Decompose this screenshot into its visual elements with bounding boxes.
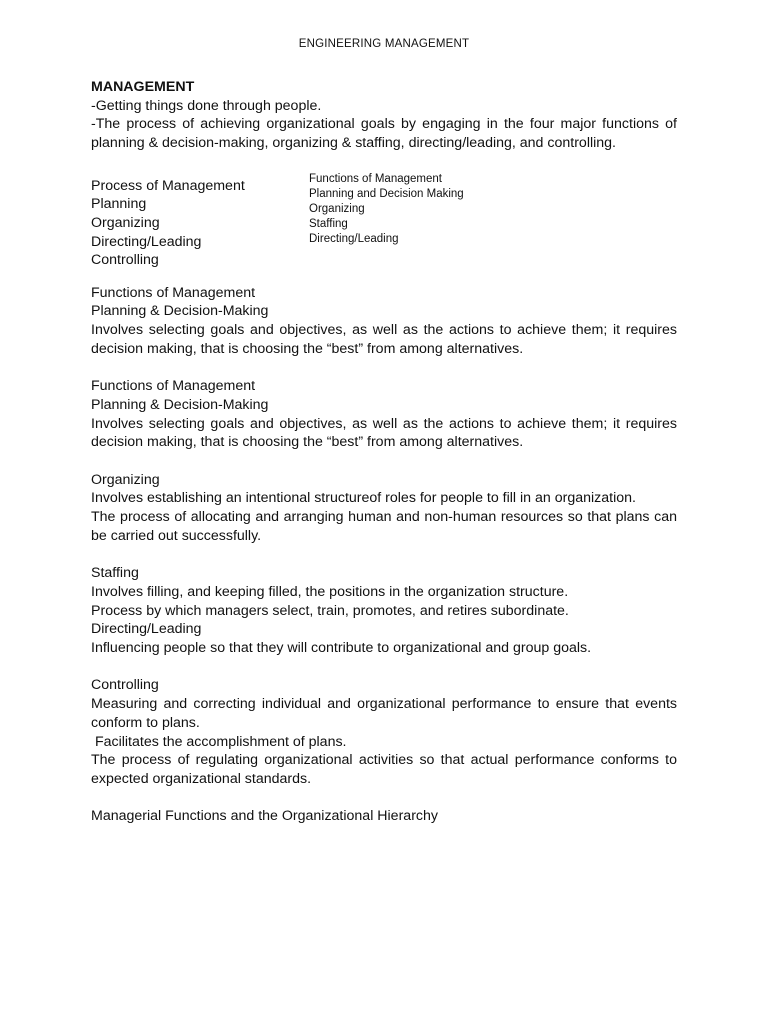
section-item: Planning & Decision-Making <box>91 303 269 320</box>
management-definition-1: -Getting things done through people. <box>91 97 322 114</box>
functions-box-title: Functions of Management <box>309 172 442 185</box>
staffing-description-1: Involves filling, and keeping filled, the positions in the organization structure. <box>91 583 569 600</box>
process-of-management <box>91 177 245 271</box>
functions-box-item: Planning and Decision Making <box>309 187 464 200</box>
section-item: Planning & Decision-Making <box>91 396 269 413</box>
staffing-description-2: Process by which managers select, train, promotes, and retires subordinate. <box>91 602 569 619</box>
management-definition-2: -The process of achieving organizational goals by engaging in the four major functions of planning & decision-making, organizing & staffing, directing/leading, and controlling. <box>91 116 677 152</box>
controlling-title: Controlling <box>91 677 159 694</box>
section-title: Functions of Management <box>91 284 256 301</box>
process-item: Controlling <box>91 252 159 269</box>
section-description: Involves selecting goals and objectives, as well as the actions to achieve them; it requires decision making, that is choosing the “best” from among alternatives. <box>91 322 677 357</box>
functions-box-item: Organizing <box>309 202 365 215</box>
process-title: Process of Management <box>91 177 245 194</box>
organizing-description-1: Involves establishing an intentional structureof roles for people to fill in an organization. <box>91 490 636 507</box>
functions-box-item: Directing/Leading <box>309 232 399 245</box>
management-heading: MANAGEMENT <box>91 79 195 95</box>
process-item: Directing/Leading <box>91 233 202 250</box>
directing-description-1: Influencing people so that they will contribute to organizational and group goals. <box>91 640 592 656</box>
controlling-description-2: Facilitates the accomplishment of plans. <box>91 733 347 750</box>
document-body <box>91 78 677 826</box>
process-item: Organizing <box>91 214 160 231</box>
section-description: Involves selecting goals and objectives, as well as the actions to achieve them; it requires decision making, that is choosing the “best” from among alternatives. <box>91 415 677 451</box>
controlling-description-1: Measuring and correcting individual and organizational performance to ensure that events conform to plans. <box>91 696 677 731</box>
hierarchy-heading: Managerial Functions and the Organizational Hierarchy <box>91 808 438 825</box>
functions-box-item: Staffing <box>309 217 348 230</box>
organizing-description-2: The process of allocating and arranging human and non-human resources so that plans can be carried out successfully. <box>91 509 677 544</box>
section-title: Functions of Management <box>91 378 256 395</box>
page-header: ENGINEERING MANAGEMENT <box>298 38 470 50</box>
process-and-functions-section <box>91 172 677 269</box>
directing-title: Directing/Leading <box>91 621 202 638</box>
staffing-title: Staffing <box>91 565 139 582</box>
organizing-title: Organizing <box>91 471 160 488</box>
process-item: Planning <box>91 196 147 213</box>
controlling-description-3: The process of regulating organizational activities so that actual performance conforms to expected organizational standards. <box>91 752 677 787</box>
functions-of-management-box <box>309 172 464 247</box>
